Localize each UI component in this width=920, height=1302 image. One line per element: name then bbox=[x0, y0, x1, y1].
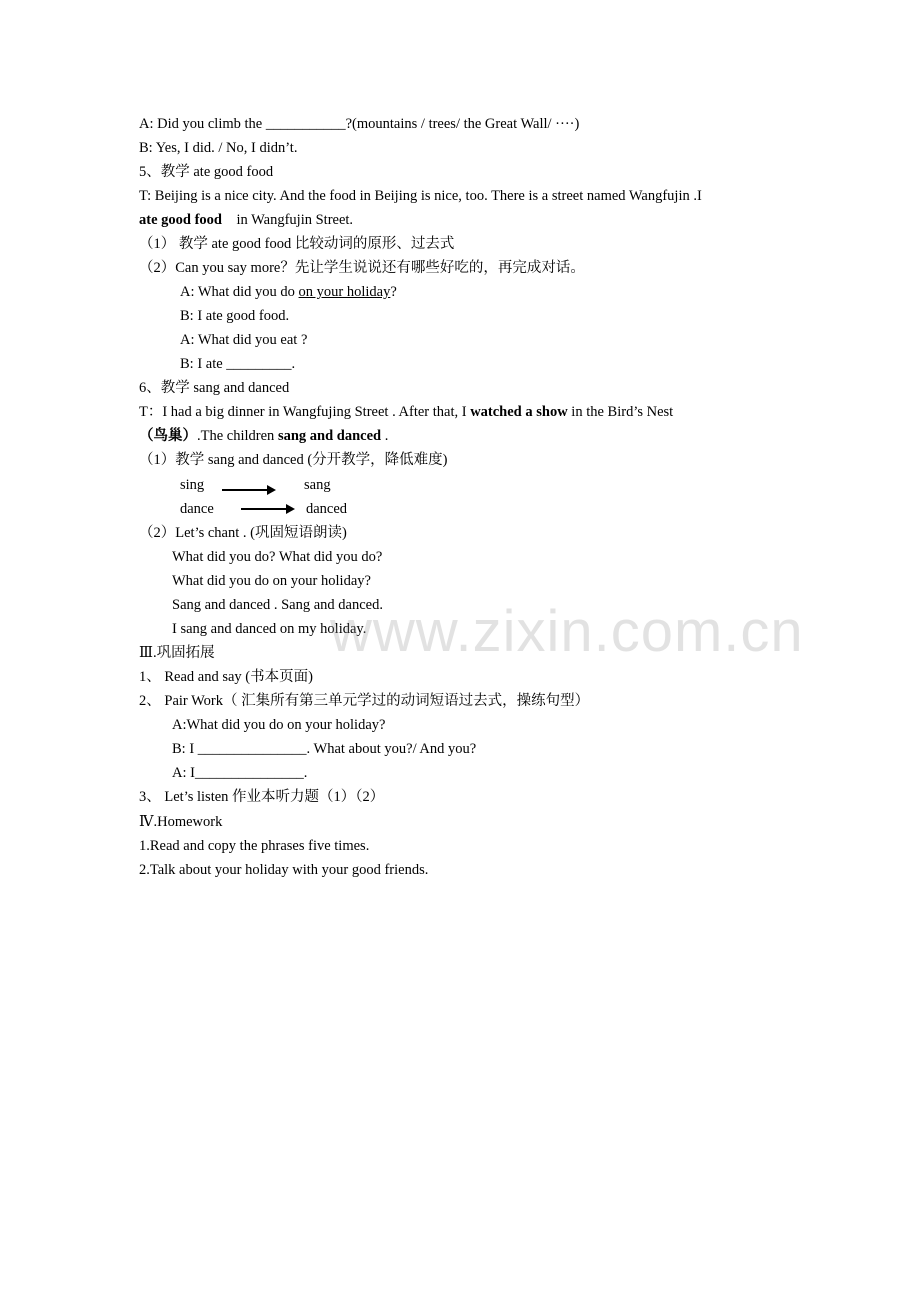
item-3-lets-listen: 3、 Let’s listen 作业本听力题（1）（2） bbox=[139, 789, 385, 805]
pair-dialog-a: A:What did you do on your holiday? bbox=[172, 717, 386, 733]
text-segment: .The children bbox=[197, 428, 278, 444]
dialog-line-a-climb: A: Did you climb the ___________?(mountains / trees/ the Great Wall/ ····) bbox=[139, 116, 580, 132]
step-2-chant: （2）Let’s chant . (巩固短语朗读) bbox=[139, 525, 347, 541]
pair-dialog-a2: A: I_______________. bbox=[172, 765, 308, 781]
item-1-read-and-say: 1、 Read and say (书本页面) bbox=[139, 669, 313, 685]
chant-line-4: I sang and danced on my holiday. bbox=[172, 621, 367, 637]
text-segment: in the Bird’s Nest bbox=[567, 404, 674, 420]
dialog-line-b-yes: B: Yes, I did. / No, I didn’t. bbox=[139, 140, 298, 156]
section-heading-iv: Ⅳ.Homework bbox=[139, 814, 223, 830]
step-1-ate-good-food: （1） 教学 ate good food 比较动词的原形、过去式 bbox=[139, 236, 455, 252]
pair-dialog-b: B: I _______________. What about you?/ And you? bbox=[172, 741, 477, 757]
dialog-a-what-did-you-do bbox=[180, 282, 397, 302]
verb-dance: dance bbox=[180, 501, 214, 517]
chant-line-2: What did you do on your holiday? bbox=[172, 573, 371, 589]
teacher-line-continuation bbox=[139, 210, 353, 230]
step-1-sang-danced: （1）教学 sang and danced (分开教学，降低难度) bbox=[139, 452, 448, 468]
section-heading-iii: Ⅲ.巩固拓展 bbox=[139, 645, 215, 661]
homework-item-2: 2.Talk about your holiday with your good friends. bbox=[139, 862, 429, 878]
dialog-b-ate-good-food: B: I ate good food. bbox=[180, 308, 290, 324]
dialog-b-i-ate-blank: B: I ate _________. bbox=[180, 356, 296, 372]
step-2-say-more: （2）Can you say more？先让学生说说还有哪些好吃的，再完成对话。 bbox=[139, 260, 585, 276]
item-2-pair-work: 2、 Pair Work（ 汇集所有第三单元学过的动词短语过去式，操练句型） bbox=[139, 693, 590, 709]
homework-item-1: 1.Read and copy the phrases five times. bbox=[139, 838, 370, 854]
text-segment: ? bbox=[390, 284, 397, 300]
text-segment: T：I had a big dinner in Wangfujing Street . After that, I bbox=[139, 404, 471, 420]
dialog-a-what-eat: A: What did you eat ? bbox=[180, 332, 308, 348]
arrow-right-icon bbox=[241, 508, 293, 510]
section-heading-6: 6、教学 sang and danced bbox=[139, 380, 290, 396]
text-birds-nest-cn: （鸟巢） bbox=[139, 428, 197, 444]
teacher-line-beijing: T: Beijing is a nice city. And the food in Beijing is nice, too. There is a street named Wangfujin .I bbox=[139, 188, 702, 204]
phrase-watched-a-show: watched a show bbox=[470, 404, 568, 420]
phrase-ate-good-food: ate good food bbox=[139, 212, 222, 228]
verb-sing: sing bbox=[180, 477, 205, 493]
phrase-sang-and-danced: sang and danced bbox=[277, 428, 382, 444]
text-segment: . bbox=[381, 428, 389, 444]
watermark: www.zixin.com.cn bbox=[330, 599, 804, 664]
verb-danced: danced bbox=[306, 501, 348, 517]
chant-line-1: What did you do? What did you do? bbox=[172, 549, 383, 565]
text-wangfujin-street: in Wangfujin Street. bbox=[236, 212, 354, 228]
teacher-line-dinner bbox=[139, 402, 673, 422]
chant-line-3: Sang and danced . Sang and danced. bbox=[172, 597, 383, 613]
teacher-line-birds-nest bbox=[139, 426, 388, 446]
section-heading-5: 5、教学 ate good food bbox=[139, 164, 274, 180]
arrow-right-icon bbox=[222, 489, 274, 491]
text-segment: A: What did you do bbox=[180, 284, 299, 300]
verb-sang: sang bbox=[304, 477, 331, 493]
underlined-on-your-holiday: on your holiday bbox=[298, 284, 391, 300]
